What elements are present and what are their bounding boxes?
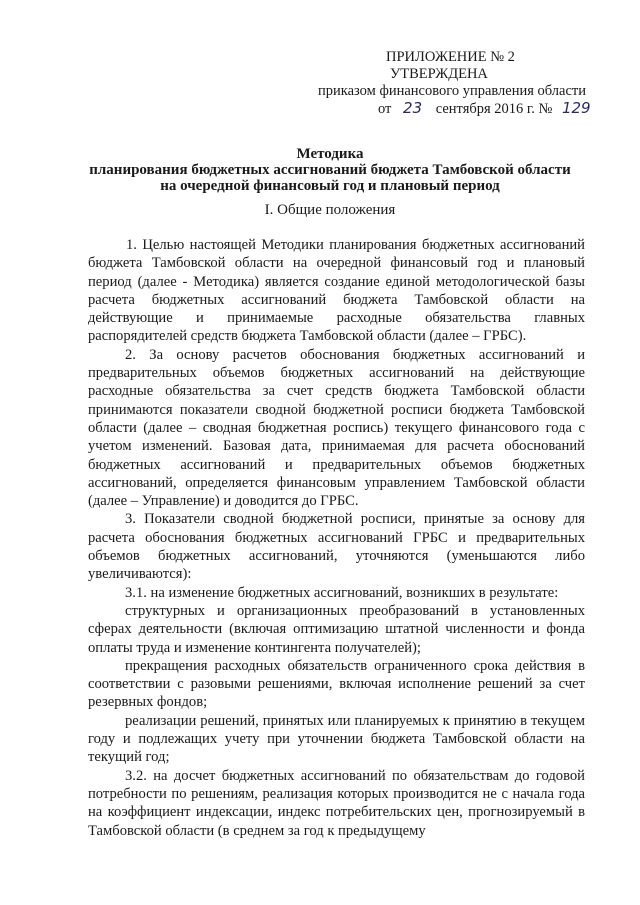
title-line-2: планирования бюджетных ассигнований бюджета Тамбовской области: [89, 162, 571, 178]
section-heading: I. Общие положения: [264, 202, 396, 218]
paragraph-3-1-b: прекращения расходных обязательств ограниченного срока действия в соответствии с разовыми решениями, включая исполнение решений за счет резервных фондов;: [88, 657, 585, 711]
date-prefix: от: [378, 101, 392, 117]
paragraph-3-1-c: реализации решений, принятых или планируемых к принятию в текущем году и подлежащих учету при уточнении бюджета Тамбовской области на текущий год;: [88, 712, 585, 766]
title-line-3: на очередной финансовый год и плановый период: [160, 178, 500, 194]
title-line-1: Методика: [296, 146, 364, 162]
order-line: приказом финансового управления области: [318, 83, 587, 99]
document-title: [60, 146, 600, 194]
document-body: [88, 236, 585, 840]
handwritten-number: 129: [561, 99, 591, 117]
paragraph-3-2: 3.2. на досчет бюджетных ассигнований по обязательствам до годовой потребности по решениям, реализация которых производится не с начала года на коэффициент индексации, индекс потребительских цен, прогнозируемый в Тамбовской области (в среднем за год к предыдущему: [88, 767, 585, 839]
order-date-line: [318, 100, 618, 118]
paragraph-1: 1. Целью настоящей Методики планирования бюджетных ассигнований бюджета Тамбовской области на очередной финансовый год и плановый период (далее - Методика) является создание единой методологической базы расчета бюджетных ассигнований бюджета Тамбовской области на действующие и принимаемые расходные обязательства главных распорядителей средств бюджета Тамбовской области (далее – ГРБС).: [88, 237, 585, 345]
number-prefix: №: [538, 101, 553, 117]
appendix-number: ПРИЛОЖЕНИЕ № 2: [386, 49, 515, 65]
approved-label: УТВЕРЖДЕНА: [390, 66, 488, 82]
paragraph-3-1: 3.1. на изменение бюджетных ассигнований, возникших в результате:: [125, 584, 559, 601]
handwritten-day: 23: [403, 99, 423, 117]
paragraph-3: 3. Показатели сводной бюджетной росписи, принятые за основу для расчета обоснования бюджетных ассигнований ГРБС и предварительных объемов бюджетных ассигнований, уточняются (уменьшаются либо увеличиваются):: [88, 511, 585, 583]
appendix-block: [318, 49, 618, 118]
paragraph-3-1-a: структурных и организационных преобразований в установленных сферах деятельности (включая оптимизацию штатной численности и фонда оплаты труда и изменение контингента получателей);: [88, 602, 585, 656]
paragraph-2: 2. За основу расчетов обоснования бюджетных ассигнований и предварительных объемов бюджетных ассигнований на действующие расходные обязательства за счет средств бюджета Тамбовской области принимаются показатели сводной бюджетной росписи бюджета Тамбовской области (далее – сводная бюджетная роспись) текущего финансового года с учетом изменений. Базовая дата, принимаемая для расчета обоснований бюджетных ассигнований и предварительных объемов бюджетных ассигнований, определяется финансовым управлением Тамбовской области (далее – Управление) и доводится до ГРБС.: [88, 346, 585, 510]
date-month-year: сентября 2016 г.: [435, 101, 535, 117]
